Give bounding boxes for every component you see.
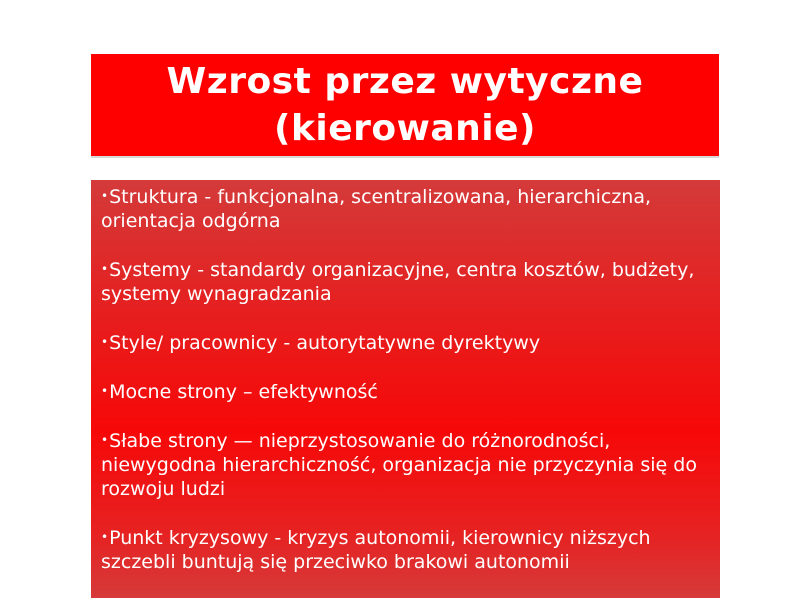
bullet-item-weaknesses: [101, 428, 710, 501]
bullet-item-crisis-point: [101, 525, 710, 574]
bullet-text: Punkt kryzysowy - kryzys autonomii, kierownicy niższych szczebli buntują się przeciwko brakowi autonomii: [101, 527, 651, 573]
bullet-item-structure: [101, 184, 710, 233]
content-panel: [91, 180, 720, 598]
bullet-dot-icon: •: [101, 384, 109, 398]
slide-title: [167, 58, 644, 152]
bullet-text: Systemy - standardy organizacyjne, centra kosztów, budżety, systemy wynagradzania: [101, 259, 695, 305]
title-banner: [91, 54, 719, 158]
bullet-item-style: [101, 330, 710, 355]
bullet-dot-icon: •: [101, 530, 109, 544]
bullet-item-systems: [101, 257, 710, 306]
bullet-dot-icon: •: [101, 189, 109, 203]
bullet-dot-icon: •: [101, 262, 109, 276]
bullet-text: Struktura - funkcjonalna, scentralizowana, hierarchiczna, orientacja odgórna: [101, 186, 652, 232]
bullet-dot-icon: •: [101, 335, 109, 349]
bullet-text: Słabe strony — nieprzystosowanie do różnorodności, niewygodna hierarchiczność, organizacja nie przyczynia się do rozwoju ludzi: [101, 430, 697, 500]
bullet-list: [101, 184, 710, 574]
bullet-item-strengths: [101, 379, 710, 404]
slide-title-line-2: (kierowanie): [273, 108, 537, 149]
slide-title-line-1: Wzrost przez wytyczne: [166, 61, 644, 102]
bullet-text: Mocne strony – efektywność: [109, 381, 378, 403]
bullet-dot-icon: •: [101, 433, 109, 447]
bullet-text: Style/ pracownicy - autorytatywne dyrektywy: [109, 332, 541, 354]
